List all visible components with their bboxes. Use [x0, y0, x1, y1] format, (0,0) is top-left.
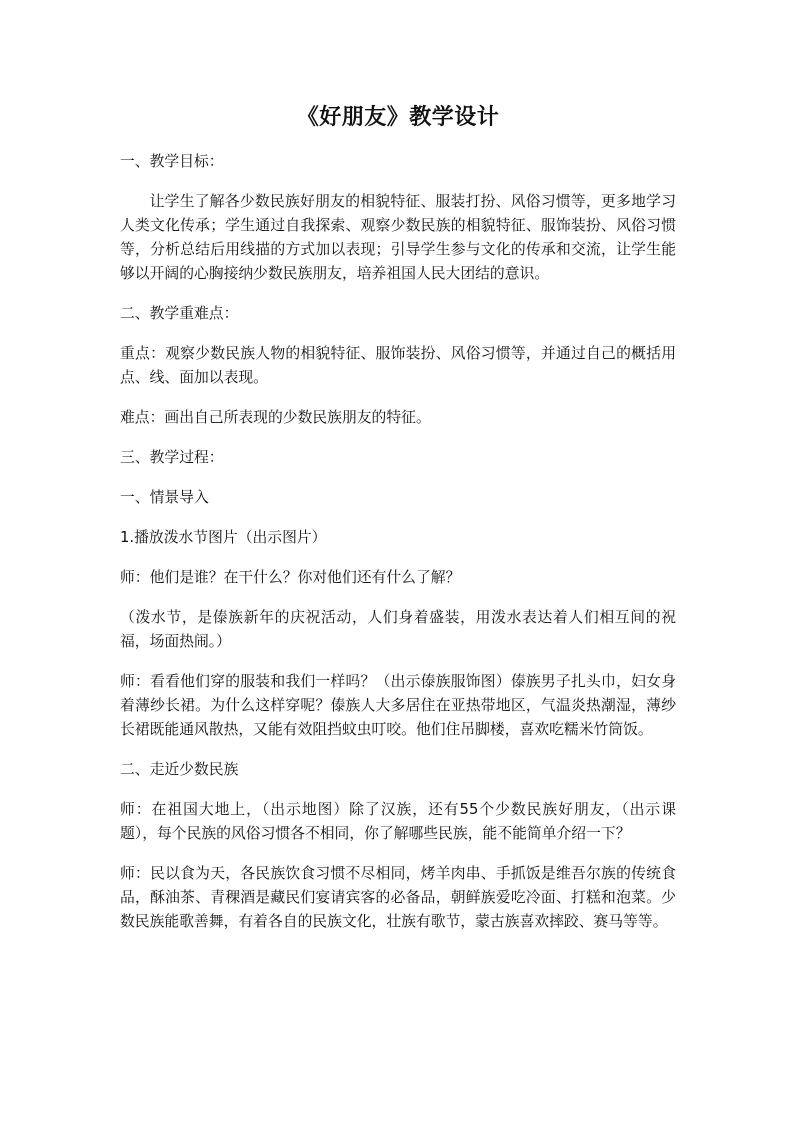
section-heading-objectives: 一、教学目标： — [120, 153, 224, 170]
document-body — [120, 102, 676, 950]
step-heading-introduction: 一、情景导入 — [120, 489, 209, 506]
step-item-1: 1.播放泼水节图片（出示图片） — [120, 529, 327, 546]
document-title: 《好朋友》教学设计 — [296, 105, 500, 130]
difficulty-paragraph: 难点：画出自己所表现的少数民族朋友的特征。 — [120, 409, 431, 426]
food-culture-paragraph: 师：民以食为天，各民族饮食习惯不尽相同，烤羊肉串、手抓饭是维吾尔族的传统食品，酥油茶、青稞酒是藏民们宴请宾客的必备品，朝鲜族爱吃冷面、打糕和泡菜。少数民族能歌善舞，有着各自的民族文化，壮族有歌节，蒙古族喜欢摔跤、赛马等等。 — [120, 865, 676, 930]
costume-paragraph: 师：看看他们穿的服装和我们一样吗？（出示傣族服饰图）傣族男子扎头巾，妇女身着薄纱长裙。为什么这样穿呢？傣族人大多居住在亚热带地区，气温炎热潮湿，薄纱长裙既能通风散热，又能有效阻挡蚊虫叮咬。他们住吊脚楼，喜欢吃糯米竹筒饭。 — [120, 673, 676, 738]
teacher-question-paragraph: 师：他们是谁？在干什么？你对他们还有什么了解？ — [120, 569, 461, 586]
key-point-paragraph: 重点：观察少数民族人物的相貌特征、服饰装扮、风俗习惯等，并通过自己的概括用点、线、面加以表现。 — [120, 345, 676, 386]
water-festival-note: （泼水节，是傣族新年的庆祝活动，人们身着盛装，用泼水表达着人们相互间的祝福，场面热闹。） — [120, 609, 676, 650]
step-heading-approach: 二、走近少数民族 — [120, 761, 239, 778]
section-heading-process: 三、教学过程： — [120, 449, 224, 466]
objectives-paragraph: 让学生了解各少数民族好朋友的相貌特征、服装打扮、风俗习惯等，更多地学习人类文化传承；学生通过自我探索、观察少数民族的相貌特征、服饰装扮、风俗习惯等，分析总结后用线描的方式加以表现；引导学生参与文化的传承和交流，让学生能够以开阔的心胸接纳少数民族朋友，培养祖国人民大团结的意识。 — [120, 193, 676, 282]
map-paragraph: 师：在祖国大地上，（出示地图）除了汉族，还有55个少数民族好朋友，（出示课题），每个民族的风俗习惯各不相同，你了解哪些民族，能不能简单介绍一下？ — [120, 801, 676, 842]
section-heading-key-points: 二、教学重难点： — [120, 305, 239, 322]
